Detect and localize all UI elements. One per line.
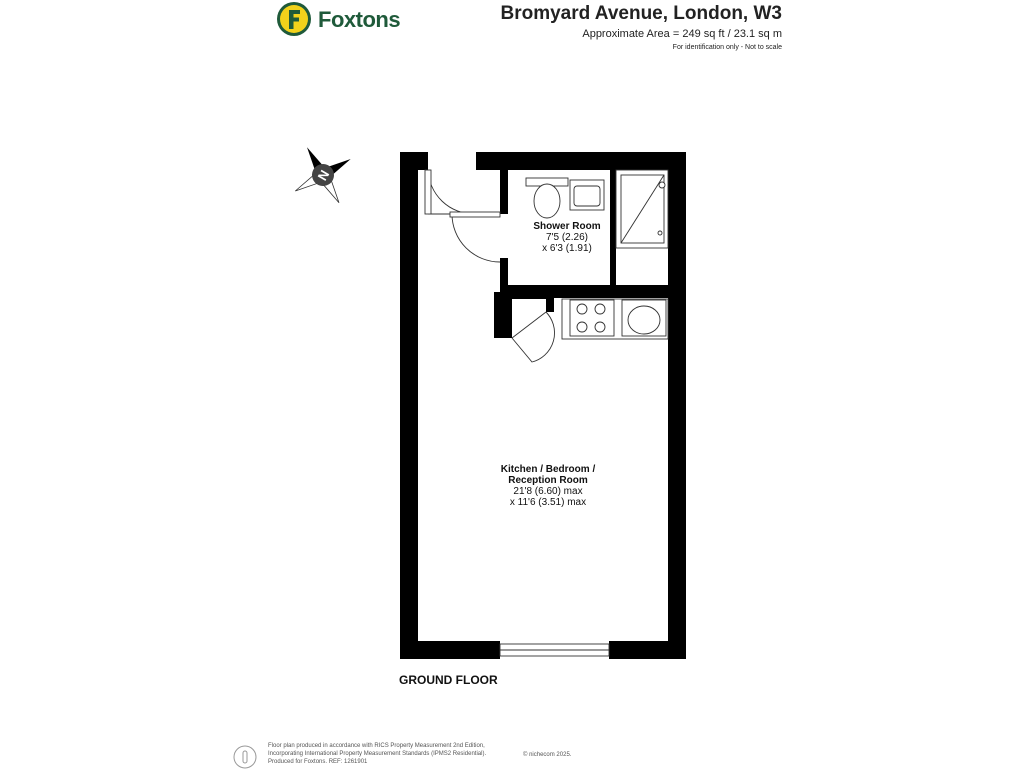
window	[500, 644, 609, 656]
room-name: Kitchen / Bedroom /	[500, 464, 596, 475]
footer-copyright: © nichecom 2025.	[523, 752, 572, 758]
shower-room-door	[450, 212, 500, 262]
footer-line: Incorporating International Property Measurement Standards (IPMS2 Residential).	[268, 751, 487, 757]
main-room-label	[448, 464, 648, 508]
brand-name: Foxtons	[318, 7, 401, 32]
room-dimension: 7'5 (2.26)	[546, 232, 588, 243]
cupboard-door	[512, 312, 555, 362]
compass-north-label: N	[314, 167, 333, 184]
floor-label: GROUND FLOOR	[399, 673, 498, 687]
room-name: Shower Room	[533, 221, 601, 232]
shower-room-label	[500, 221, 634, 254]
room-dimension: x 11'6 (3.51) max	[509, 497, 587, 508]
kitchen-units	[562, 299, 668, 339]
footer-notes	[268, 742, 486, 766]
entrance-door	[425, 170, 476, 214]
footer-line: Floor plan produced in accordance with RICS Property Measurement 2nd Edition,	[268, 743, 485, 749]
room-name: Reception Room	[508, 475, 588, 486]
property-address: Bromyard Avenue, London, W3	[500, 3, 782, 24]
room-dimension: x 6'3 (1.91)	[542, 243, 592, 254]
footer-line: Produced for Foxtons. REF: 1261901	[268, 759, 368, 765]
approximate-area: Approximate Area = 249 sq ft / 23.1 sq m	[582, 28, 782, 40]
rics-badge-icon	[232, 744, 258, 770]
scale-disclaimer: For identification only - Not to scale	[672, 44, 782, 51]
room-dimension: 21'8 (6.60) max	[513, 486, 583, 497]
